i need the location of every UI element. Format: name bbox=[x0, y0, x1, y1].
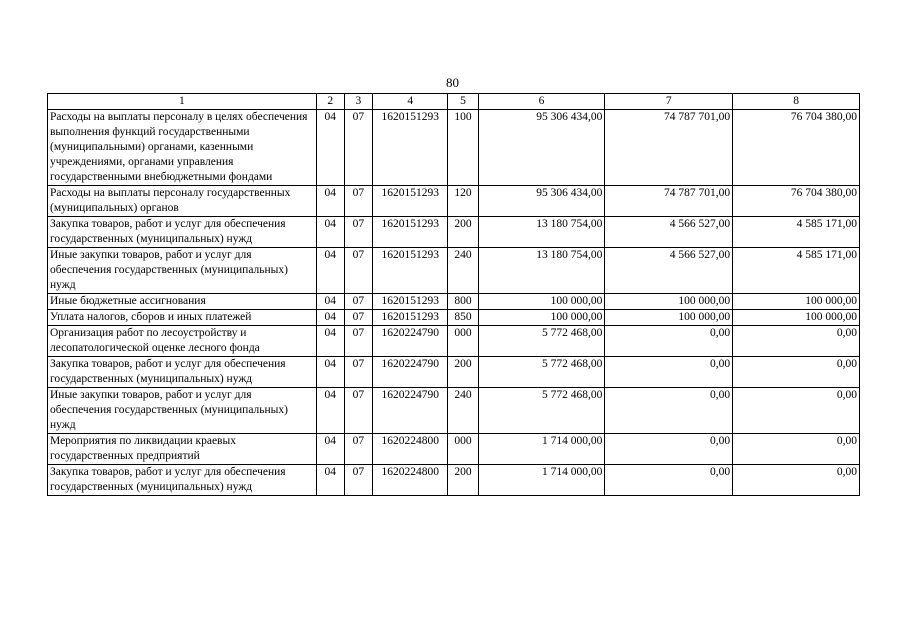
section-code: 04 bbox=[316, 186, 344, 217]
amount-col-8: 76 704 380,00 bbox=[733, 110, 860, 186]
amount-col-6: 5 772 468,00 bbox=[478, 357, 605, 388]
amount-col-6: 100 000,00 bbox=[478, 294, 605, 310]
table-row bbox=[48, 186, 860, 217]
amount-col-8: 0,00 bbox=[733, 388, 860, 434]
subsection-code: 07 bbox=[344, 357, 372, 388]
target-article-code: 1620151293 bbox=[372, 310, 447, 326]
row-name: Мероприятия по ликвидации краевых государственных предприятий bbox=[48, 434, 317, 465]
subsection-code: 07 bbox=[344, 310, 372, 326]
section-code: 04 bbox=[316, 110, 344, 186]
amount-col-7: 74 787 701,00 bbox=[605, 110, 733, 186]
subsection-code: 07 bbox=[344, 465, 372, 496]
table-row bbox=[48, 357, 860, 388]
table-row bbox=[48, 465, 860, 496]
table-row bbox=[48, 248, 860, 294]
subsection-code: 07 bbox=[344, 217, 372, 248]
target-article-code: 1620151293 bbox=[372, 217, 447, 248]
amount-col-8: 0,00 bbox=[733, 357, 860, 388]
amount-col-8: 76 704 380,00 bbox=[733, 186, 860, 217]
expense-type-code: 240 bbox=[448, 388, 478, 434]
amount-col-7: 4 566 527,00 bbox=[605, 248, 733, 294]
target-article-code: 1620224790 bbox=[372, 357, 447, 388]
expense-type-code: 000 bbox=[448, 326, 478, 357]
subsection-code: 07 bbox=[344, 186, 372, 217]
target-article-code: 1620224800 bbox=[372, 465, 447, 496]
expense-type-code: 800 bbox=[448, 294, 478, 310]
expense-type-code: 200 bbox=[448, 217, 478, 248]
table-row bbox=[48, 388, 860, 434]
expense-type-code: 200 bbox=[448, 465, 478, 496]
section-code: 04 bbox=[316, 388, 344, 434]
amount-col-7: 100 000,00 bbox=[605, 294, 733, 310]
amount-col-6: 1 714 000,00 bbox=[478, 465, 605, 496]
section-code: 04 bbox=[316, 434, 344, 465]
budget-table bbox=[47, 93, 860, 496]
expense-type-code: 000 bbox=[448, 434, 478, 465]
header-col-8: 8 bbox=[733, 94, 860, 110]
table-header bbox=[48, 94, 860, 110]
expense-type-code: 240 bbox=[448, 248, 478, 294]
amount-col-7: 74 787 701,00 bbox=[605, 186, 733, 217]
row-name: Иные закупки товаров, работ и услуг для обеспечения государственных (муниципальных) нужд bbox=[48, 248, 317, 294]
target-article-code: 1620151293 bbox=[372, 110, 447, 186]
expense-type-code: 120 bbox=[448, 186, 478, 217]
header-col-5: 5 bbox=[448, 94, 478, 110]
row-name: Иные закупки товаров, работ и услуг для обеспечения государственных (муниципальных) нужд bbox=[48, 388, 317, 434]
subsection-code: 07 bbox=[344, 388, 372, 434]
expense-type-code: 850 bbox=[448, 310, 478, 326]
header-col-6: 6 bbox=[478, 94, 605, 110]
amount-col-8: 0,00 bbox=[733, 465, 860, 496]
target-article-code: 1620224790 bbox=[372, 326, 447, 357]
amount-col-6: 13 180 754,00 bbox=[478, 248, 605, 294]
expense-type-code: 200 bbox=[448, 357, 478, 388]
row-name: Уплата налогов, сборов и иных платежей bbox=[48, 310, 317, 326]
amount-col-7: 0,00 bbox=[605, 434, 733, 465]
table-row bbox=[48, 434, 860, 465]
amount-col-8: 4 585 171,00 bbox=[733, 217, 860, 248]
section-code: 04 bbox=[316, 465, 344, 496]
table-row bbox=[48, 294, 860, 310]
table-row bbox=[48, 326, 860, 357]
target-article-code: 1620151293 bbox=[372, 248, 447, 294]
table-row bbox=[48, 217, 860, 248]
target-article-code: 1620151293 bbox=[372, 294, 447, 310]
row-name: Расходы на выплаты персоналу в целях обеспечения выполнения функций государственными (муниципальными) органами, казенными учреждениями, органами управления государственными внебюджетными фондами bbox=[48, 110, 317, 186]
page-number: 80 bbox=[446, 75, 459, 90]
target-article-code: 1620151293 bbox=[372, 186, 447, 217]
amount-col-7: 0,00 bbox=[605, 465, 733, 496]
row-name: Расходы на выплаты персоналу государственных (муниципальных) органов bbox=[48, 186, 317, 217]
row-name: Закупка товаров, работ и услуг для обеспечения государственных (муниципальных) нужд bbox=[48, 217, 317, 248]
amount-col-6: 1 714 000,00 bbox=[478, 434, 605, 465]
header-row bbox=[48, 94, 860, 110]
table-row bbox=[48, 310, 860, 326]
header-col-2: 2 bbox=[316, 94, 344, 110]
amount-col-6: 13 180 754,00 bbox=[478, 217, 605, 248]
section-code: 04 bbox=[316, 357, 344, 388]
header-col-3: 3 bbox=[344, 94, 372, 110]
header-col-1: 1 bbox=[48, 94, 317, 110]
subsection-code: 07 bbox=[344, 294, 372, 310]
row-name: Организация работ по лесоустройству и лесопатологической оценке лесного фонда bbox=[48, 326, 317, 357]
amount-col-8: 0,00 bbox=[733, 434, 860, 465]
amount-col-6: 100 000,00 bbox=[478, 310, 605, 326]
amount-col-7: 100 000,00 bbox=[605, 310, 733, 326]
subsection-code: 07 bbox=[344, 248, 372, 294]
section-code: 04 bbox=[316, 326, 344, 357]
amount-col-6: 5 772 468,00 bbox=[478, 326, 605, 357]
subsection-code: 07 bbox=[344, 326, 372, 357]
amount-col-8: 100 000,00 bbox=[733, 310, 860, 326]
header-col-7: 7 bbox=[605, 94, 733, 110]
row-name: Иные бюджетные ассигнования bbox=[48, 294, 317, 310]
amount-col-6: 95 306 434,00 bbox=[478, 186, 605, 217]
amount-col-8: 100 000,00 bbox=[733, 294, 860, 310]
table-row bbox=[48, 110, 860, 186]
amount-col-7: 0,00 bbox=[605, 388, 733, 434]
section-code: 04 bbox=[316, 217, 344, 248]
target-article-code: 1620224790 bbox=[372, 388, 447, 434]
amount-col-7: 0,00 bbox=[605, 357, 733, 388]
section-code: 04 bbox=[316, 294, 344, 310]
section-code: 04 bbox=[316, 310, 344, 326]
subsection-code: 07 bbox=[344, 434, 372, 465]
amount-col-6: 95 306 434,00 bbox=[478, 110, 605, 186]
section-code: 04 bbox=[316, 248, 344, 294]
expense-type-code: 100 bbox=[448, 110, 478, 186]
amount-col-8: 4 585 171,00 bbox=[733, 248, 860, 294]
row-name: Закупка товаров, работ и услуг для обеспечения государственных (муниципальных) нужд bbox=[48, 465, 317, 496]
subsection-code: 07 bbox=[344, 110, 372, 186]
row-name: Закупка товаров, работ и услуг для обеспечения государственных (муниципальных) нужд bbox=[48, 357, 317, 388]
header-col-4: 4 bbox=[372, 94, 447, 110]
amount-col-7: 0,00 bbox=[605, 326, 733, 357]
amount-col-6: 5 772 468,00 bbox=[478, 388, 605, 434]
amount-col-8: 0,00 bbox=[733, 326, 860, 357]
amount-col-7: 4 566 527,00 bbox=[605, 217, 733, 248]
target-article-code: 1620224800 bbox=[372, 434, 447, 465]
table-body bbox=[48, 110, 860, 496]
